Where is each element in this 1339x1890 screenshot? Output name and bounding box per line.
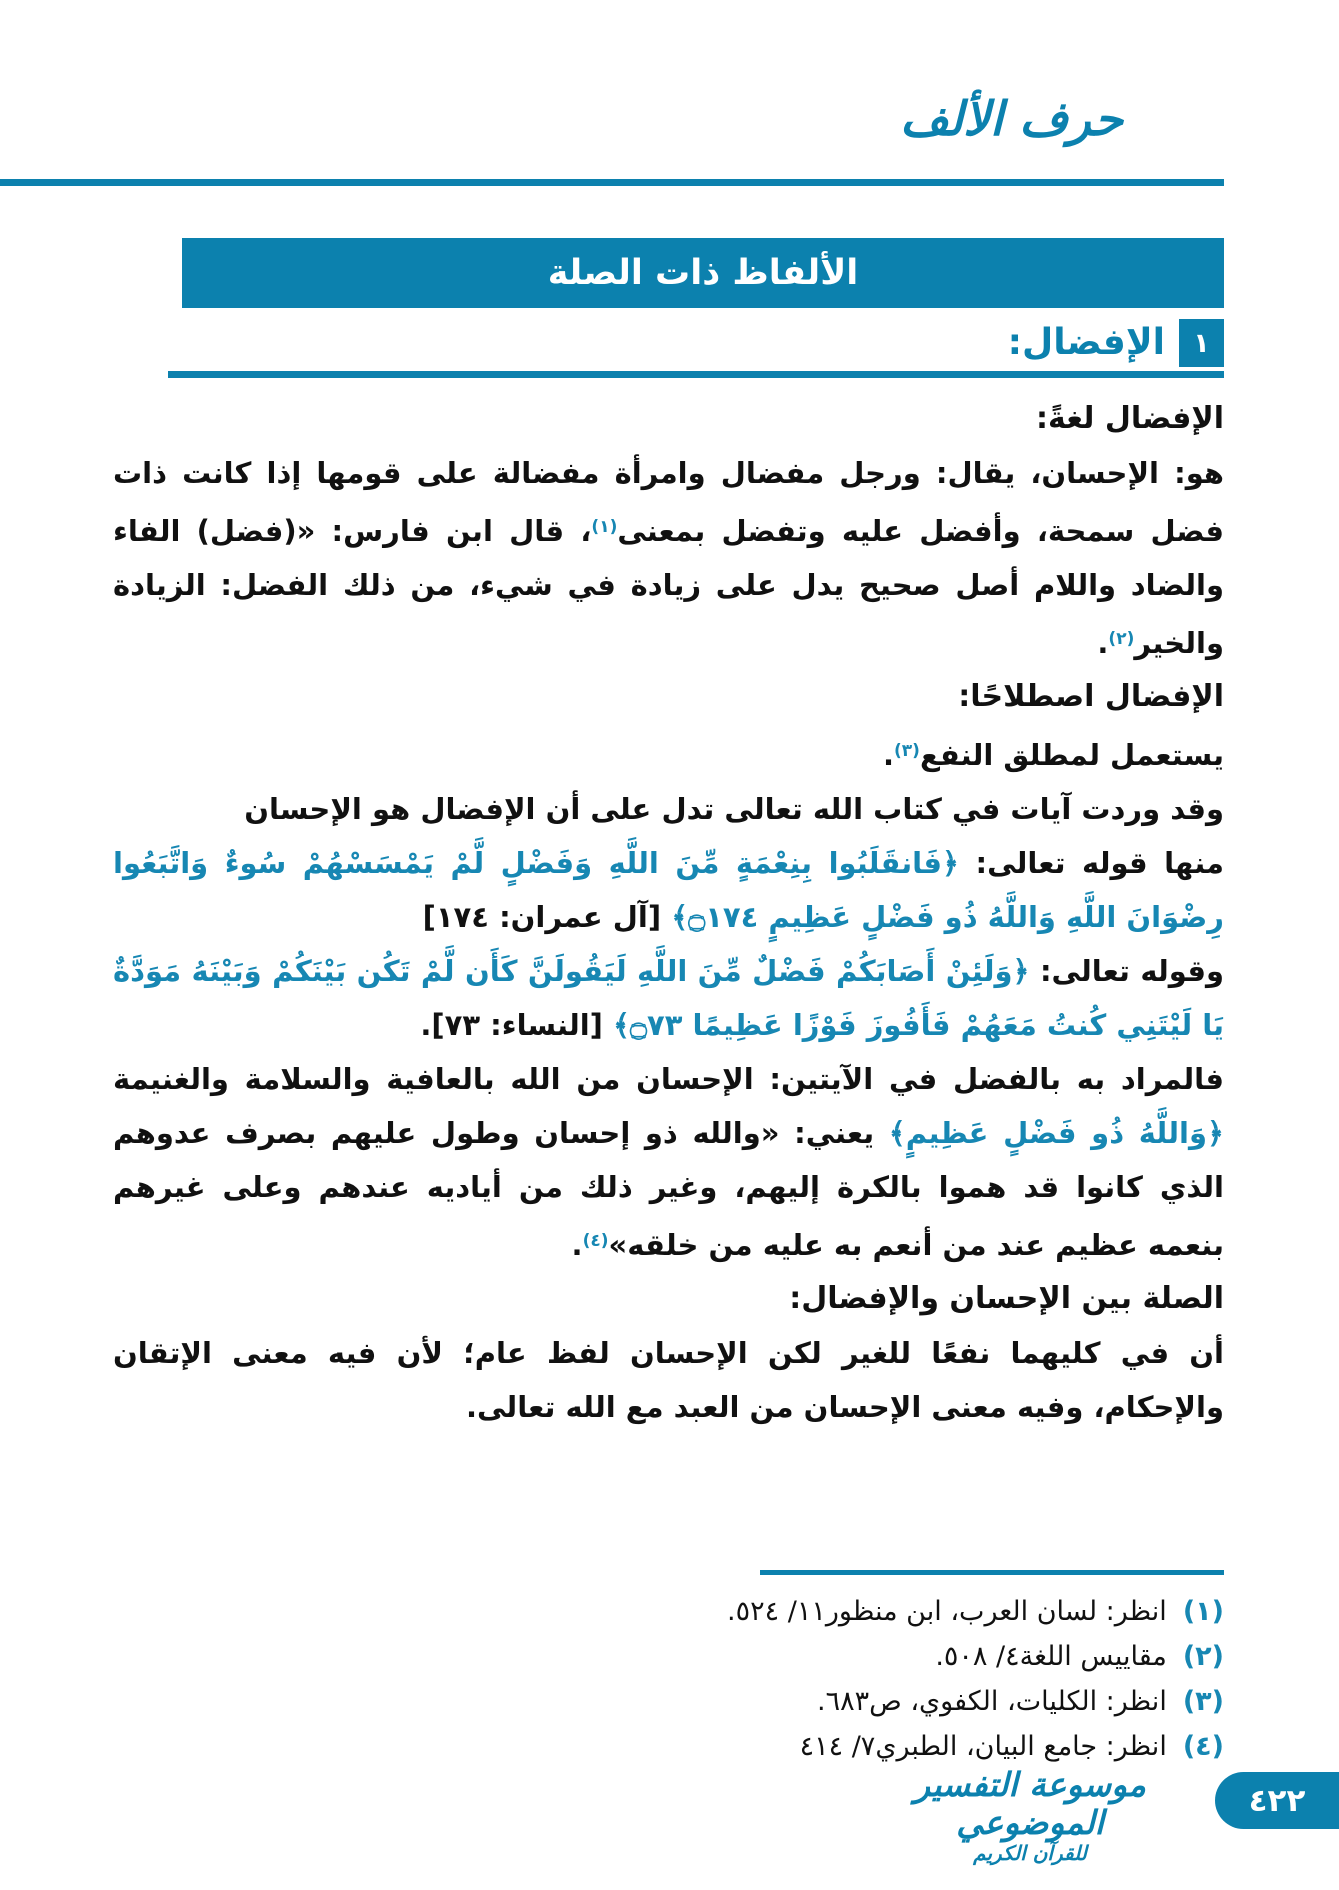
paragraph-verse-2 (113, 944, 1224, 1052)
footnote-number: (٤) (1182, 1731, 1224, 1762)
entry-heading (113, 318, 1224, 368)
text-run: . (571, 1228, 583, 1262)
text-run: هو: الإحسان، يقال: ورجل مفضال وامرأة مفضالة على قومها إذا كانت ذات فضل سمحة، وأفضل عليه وتفضل بمعنى (113, 456, 1224, 548)
article-body (113, 392, 1224, 1434)
footnote-marker: (١) (591, 517, 618, 537)
entry-heading-rule (168, 371, 1224, 378)
text-run: الصلة بين الإحسان والإفضال: (789, 1281, 1224, 1316)
footnote-text: انظر: جامع البيان، الطبري٧/ ٤١٤ (799, 1731, 1167, 1762)
footnote-marker: (٢) (1108, 629, 1135, 649)
paragraph-lughatan (113, 446, 1224, 670)
text-run: منها قوله تعالى: (959, 846, 1224, 880)
entry-title: الإفضال: (1007, 322, 1165, 363)
footnotes-section (113, 1570, 1224, 1769)
text-run: يعني: «والله ذو إحسان وطول عليهم بصرف عدوهم الذي كانوا قد هموا بالكرة إليهم، وغير ذلك من أياديه عندهم وعلى غيرهم بنعمه عظيم عند من أنعم به عليه من خلقه» (113, 1116, 1224, 1262)
header-rule (0, 179, 1224, 186)
footnote-divider-rule (760, 1570, 1224, 1575)
subhead-ifdal-lughatan (113, 392, 1224, 446)
footnote-marker: (٤) (582, 1231, 609, 1251)
footnote-number: (٣) (1182, 1686, 1224, 1717)
footnote-item (113, 1634, 1224, 1679)
text-run: وقوله تعالى: (1029, 954, 1225, 988)
footnote-item (113, 1679, 1224, 1724)
footnote-item (113, 1589, 1224, 1634)
paragraph-istilahan (113, 724, 1224, 782)
paragraph-verse-1 (113, 836, 1224, 944)
paragraph-intro-verses (113, 782, 1224, 836)
publisher-logo-line1: موسوعة التفسير الموضوعي (914, 1765, 1146, 1842)
footnote-item (113, 1724, 1224, 1769)
entry-number-badge: ١ (1179, 319, 1224, 367)
text-run: [النساء: ٧٣]. (420, 1008, 613, 1042)
subhead-ifdal-istilahan (113, 670, 1224, 724)
section-banner (182, 238, 1224, 308)
text-run: . (1097, 626, 1109, 660)
footnote-text: انظر: لسان العرب، ابن منظور١١/ ٥٢٤. (727, 1596, 1167, 1627)
subhead-silah (113, 1272, 1224, 1326)
text-run: الإفضال لغةً: (1036, 401, 1224, 436)
text-run: الإفضال اصطلاحًا: (958, 679, 1224, 714)
quran-verse: ﴿وَاللَّهُ ذُو فَضْلٍ عَظِيمٍ﴾ (888, 1116, 1224, 1150)
paragraph-tafsir (113, 1052, 1224, 1272)
footnote-number: (١) (1182, 1596, 1224, 1627)
footnote-text: انظر: الكليات، الكفوي، ص٦٨٣. (816, 1686, 1167, 1717)
footnote-list (113, 1589, 1224, 1769)
text-run: [آل عمران: ١٧٤] (422, 900, 672, 934)
paragraph-silah (113, 1326, 1224, 1434)
quran-verse: ﴿وَلَئِنْ أَصَابَكُمْ فَضْلٌ مِّنَ اللَّهِ لَيَقُولَنَّ كَأَن لَّمْ تَكُن بَيْنَكُمْ وَبَيْنَهُ مَوَدَّةٌ يَا لَيْتَنِي كُنتُ مَعَهُمْ فَأَفُوزَ فَوْزًا عَظِيمًا ۝٧٣﴾ (113, 954, 1224, 1042)
text-run: أن في كليهما نفعًا للغير لكن الإحسان لفظ عام؛ لأن فيه معنى الإتقان والإحكام، وفيه معنى الإحسان من العبد مع الله تعالى. (113, 1336, 1224, 1424)
publisher-logo-line2: للقرآن الكريم (973, 1840, 1087, 1865)
text-run: يستعمل لمطلق النفع (919, 738, 1224, 772)
publisher-logo (900, 1766, 1160, 1865)
text-run: وقد وردت آيات في كتاب الله تعالى تدل على أن الإفضال هو الإحسان (244, 792, 1224, 826)
footnote-number: (٢) (1182, 1641, 1224, 1672)
page-number-badge: ٤٢٢ (1215, 1772, 1339, 1829)
quran-verse: ﴿فَانقَلَبُوا بِنِعْمَةٍ مِّنَ اللَّهِ وَفَضْلٍ لَّمْ يَمْسَسْهُمْ سُوءٌ وَاتَّبَعُوا رِضْوَانَ اللَّهِ وَاللَّهُ ذُو فَضْلٍ عَظِيمٍ ۝١٧٤﴾ (113, 846, 1224, 934)
section-banner-label: الألفاظ ذات الصلة (547, 253, 859, 293)
footnote-marker: (٣) (894, 741, 920, 761)
text-run: . (882, 738, 894, 772)
footnote-text: مقاييس اللغة٤/ ٥٠٨. (935, 1641, 1167, 1672)
running-head-title: حرف الألف (900, 92, 1123, 147)
text-run: ، قال ابن فارس: «(فضل) الفاء والضاد واللام أصل صحيح يدل على زيادة في شيء، من ذلك الفضل: الزيادة والخير (113, 514, 1224, 660)
text-run: فالمراد به بالفضل في الآيتين: الإحسان من الله بالعافية والسلامة والغنيمة (113, 1062, 1224, 1096)
